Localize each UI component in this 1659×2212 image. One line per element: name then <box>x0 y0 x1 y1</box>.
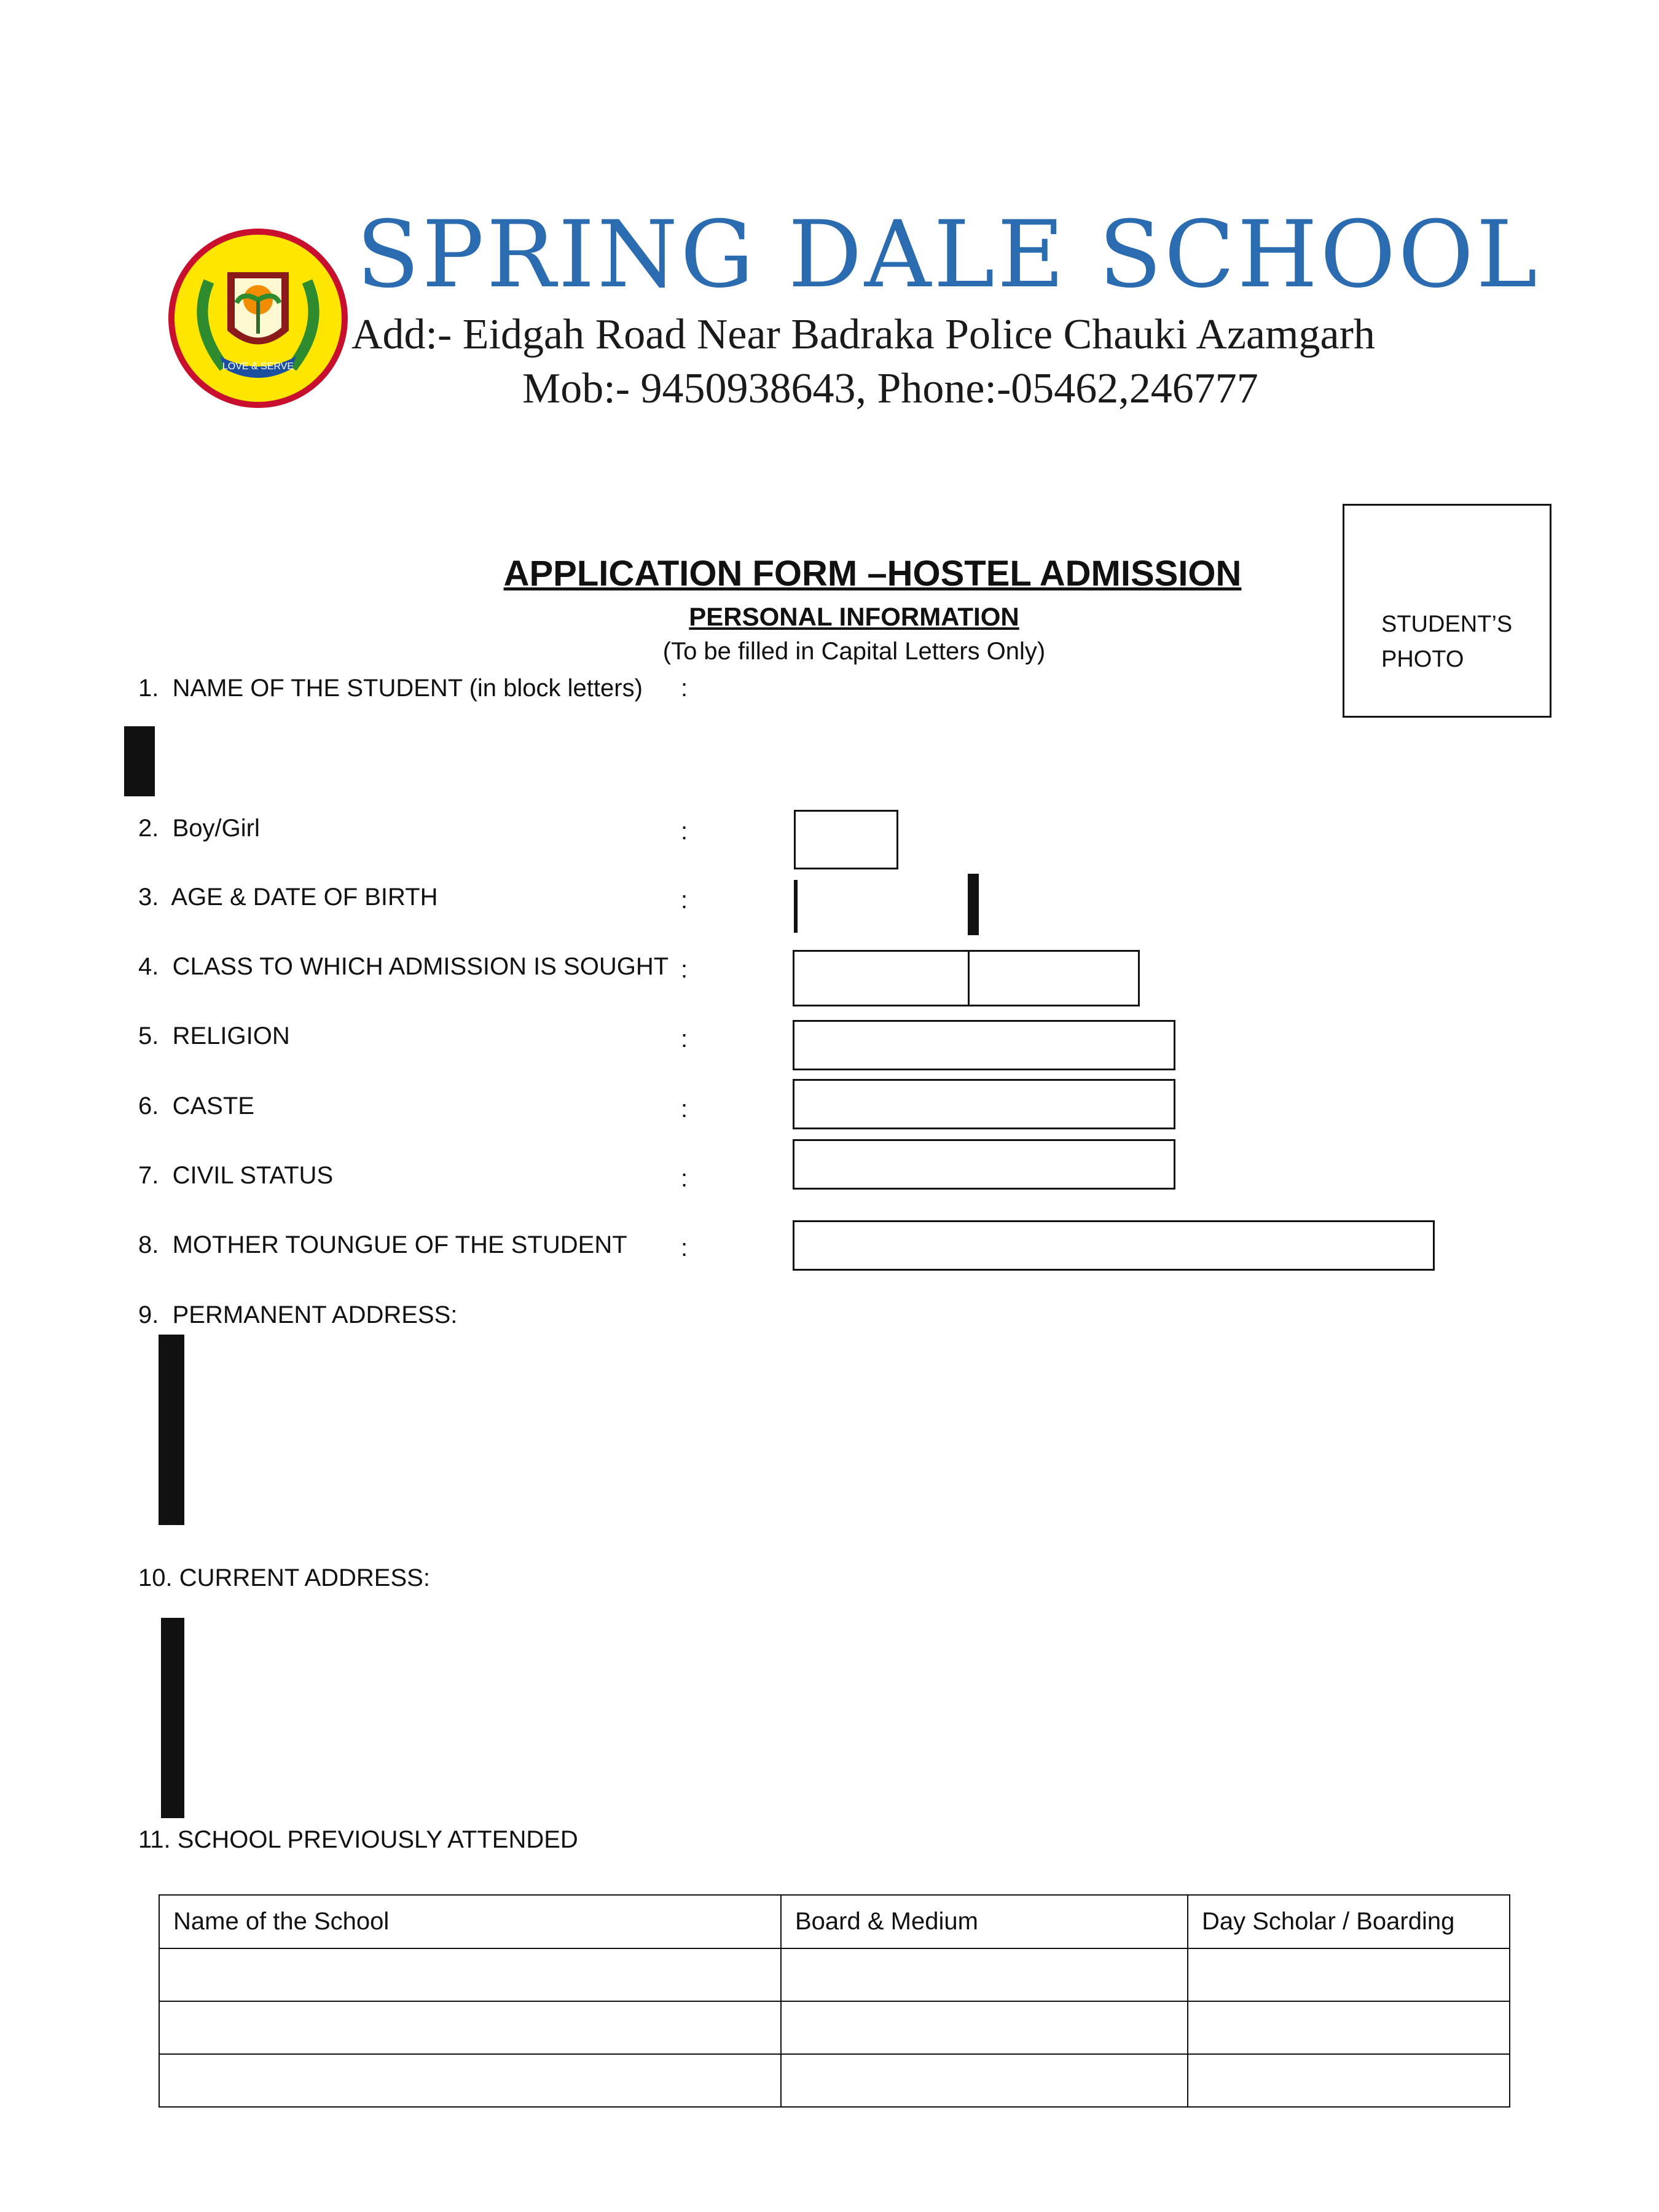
char-box[interactable] <box>796 880 797 932</box>
char-box[interactable] <box>182 1718 184 1768</box>
header-board-medium: Board & Medium <box>781 1895 1188 1948</box>
civil-status-input-box[interactable] <box>793 1139 1175 1190</box>
header-school-name: Name of the School <box>159 1895 781 1948</box>
table-cell[interactable] <box>781 2054 1188 2107</box>
table-cell[interactable] <box>159 2001 781 2054</box>
field-1-colon: : <box>681 675 688 702</box>
field-number: 7. <box>138 1162 159 1189</box>
school-address: Add:- Eidgah Road Near Badraka Police Chauki Azamgarh <box>351 311 1375 358</box>
school-logo <box>166 226 350 410</box>
field-2-colon: : <box>681 818 688 845</box>
field-number: 4. <box>138 953 159 980</box>
field-label: MOTHER TOUNGUE OF THE STUDENT <box>172 1231 627 1258</box>
char-box[interactable] <box>182 1382 184 1430</box>
field-5-label <box>138 1024 290 1048</box>
field-label: AGE & DATE OF BIRTH <box>171 884 438 911</box>
char-box[interactable] <box>182 1335 184 1382</box>
field-6-label <box>138 1094 254 1118</box>
header-day-scholar-boarding: Day Scholar / Boarding <box>1188 1895 1510 1948</box>
logo-motto: LOVE & SERVE <box>222 361 294 372</box>
char-box[interactable] <box>182 1768 184 1818</box>
field-number: 8. <box>138 1231 159 1258</box>
table-cell[interactable] <box>781 1948 1188 2001</box>
class-input-box-2[interactable] <box>968 950 1140 1006</box>
table-cell[interactable] <box>1188 2001 1510 2054</box>
form-title: APPLICATION FORM –HOSTEL ADMISSION <box>503 554 1242 594</box>
char-box[interactable] <box>153 727 154 796</box>
field-7-colon: : <box>681 1165 688 1192</box>
field-label: CASTE <box>172 1092 254 1120</box>
table-cell[interactable] <box>1188 1948 1510 2001</box>
field-6-colon: : <box>681 1096 688 1123</box>
field-number: 9. <box>138 1301 159 1328</box>
field-number: 11. <box>138 1826 171 1853</box>
table-cell[interactable] <box>1188 2054 1510 2107</box>
caste-input-box[interactable] <box>793 1079 1175 1129</box>
field-7-label <box>138 1163 333 1188</box>
field-label: CLASS TO WHICH ADMISSION IS SOUGHT <box>172 953 669 980</box>
field-4-label <box>138 954 669 979</box>
field-number: 2. <box>138 815 159 842</box>
field-9-label <box>138 1303 457 1327</box>
photo-label-line2: PHOTO <box>1381 646 1464 672</box>
field-label: CURRENT ADDRESS: <box>179 1564 430 1591</box>
field-1-label <box>138 676 643 700</box>
mother-tongue-input-box[interactable] <box>793 1220 1435 1271</box>
field-2-label <box>138 816 260 841</box>
field-label: NAME OF THE STUDENT (in block letters) <box>172 675 643 702</box>
field-number: 3. <box>138 884 159 911</box>
field-3-label <box>138 885 438 909</box>
field-3-colon: : <box>681 887 688 914</box>
field-8-label <box>138 1233 627 1257</box>
table-cell[interactable] <box>159 2054 781 2107</box>
table-cell[interactable] <box>781 2001 1188 2054</box>
field-label: CIVIL STATUS <box>172 1162 334 1189</box>
char-box[interactable] <box>182 1430 184 1477</box>
school-name: SPRING DALE SCHOOL <box>356 202 1540 308</box>
field-4-colon: : <box>681 956 688 983</box>
char-box[interactable] <box>977 874 978 935</box>
field-number: 6. <box>138 1092 159 1120</box>
class-input-box-1[interactable] <box>793 950 970 1006</box>
school-contact: Mob:- 9450938643, Phone:-05462,246777 <box>522 365 1258 412</box>
photo-label-line1: STUDENT’S <box>1381 611 1513 637</box>
form-subtitle: PERSONAL INFORMATION <box>689 602 1019 631</box>
form-note: (To be filled in Capital Letters Only) <box>662 638 1046 665</box>
table-cell[interactable] <box>159 1948 781 2001</box>
char-box[interactable] <box>182 1668 184 1718</box>
gender-input-box[interactable] <box>794 810 898 869</box>
field-number: 5. <box>138 1022 159 1049</box>
field-11-label <box>138 1827 578 1852</box>
field-number: 1. <box>138 675 159 702</box>
field-5-colon: : <box>681 1026 688 1053</box>
field-10-label <box>138 1566 430 1590</box>
previous-school-table <box>159 1894 1510 2108</box>
field-number: 10. <box>138 1564 173 1591</box>
char-box[interactable] <box>182 1618 184 1668</box>
field-label: RELIGION <box>172 1022 290 1049</box>
field-8-colon: : <box>681 1234 688 1261</box>
religion-input-box[interactable] <box>793 1020 1175 1070</box>
char-box[interactable] <box>182 1477 184 1524</box>
field-label: PERMANENT ADDRESS: <box>172 1301 458 1328</box>
field-label: Boy/Girl <box>172 815 260 842</box>
field-label: SCHOOL PREVIOUSLY ATTENDED <box>177 1826 578 1853</box>
